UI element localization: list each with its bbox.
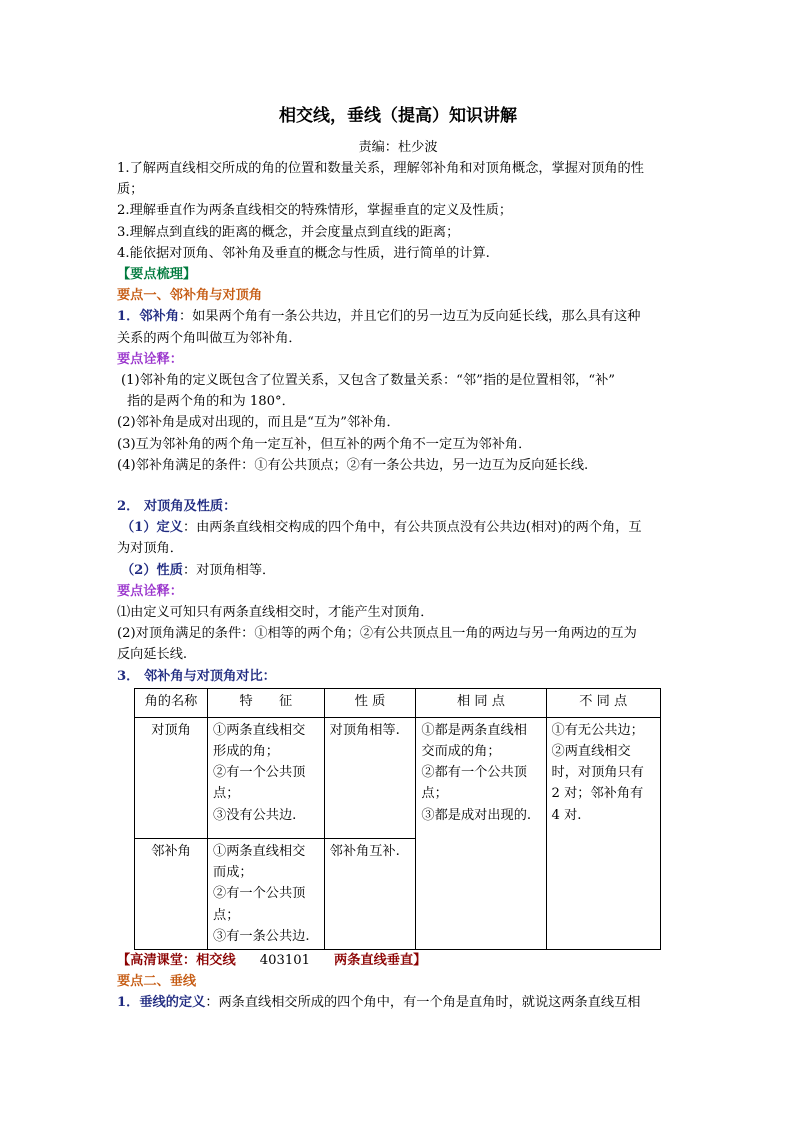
cell-line: ③都是成对出现的. (421, 807, 532, 823)
note-line: (1)邻补角的定义既包含了位置关系，又包含了数量关系：“邻”指的是位置相邻，“补” (121, 373, 616, 389)
angle-name-cell: 邻补角 (135, 838, 208, 949)
cell-line: ②都有一个公共顶 (421, 765, 527, 781)
hd-label: 【高清课堂：相交线 (117, 952, 236, 968)
hd-code: 403101 (259, 952, 311, 968)
cell-line: ②有一个公共顶 (213, 765, 306, 781)
cell-line: ①两条直线相交 (213, 722, 306, 738)
definition-text: ：如果两个角有一条公共边，并且它们的另一边互为反向延长线，那么具有这种 (178, 309, 641, 325)
goal-line: 4.能依据对顶角、邻补角及垂直的概念与性质，进行简单的计算. (117, 245, 490, 261)
note-line: 指的是两个角的和为 180°． (127, 394, 295, 410)
cell-line: 4 对. (551, 807, 582, 823)
similarities-cell (416, 717, 546, 949)
table-header-cell: 角的名称 (135, 688, 208, 717)
goal-line: 1.了解两直线相交所成的角的位置和数量关系，理解邻补角和对顶角概念，掌握对顶角的性 (117, 161, 644, 176)
definition-text-cont: 关系的两个角叫做互为邻补角． (117, 330, 302, 346)
cell-line: 点； (213, 907, 240, 923)
table-header-cell: 相 同 点 (416, 688, 546, 717)
cell-line: 而成； (213, 865, 253, 881)
notes-label: 要点诠释： (117, 583, 183, 599)
cell-line: 时，对顶角只有 (551, 765, 644, 781)
cell-line: ③没有公共边. (213, 807, 297, 823)
definition-text-cont: 为对顶角． (117, 541, 183, 557)
comparison-heading: 3． 邻补角与对顶角对比： (117, 668, 276, 684)
table-row (135, 717, 661, 838)
notes-label: 要点诠释： (117, 351, 183, 367)
property-cell: 邻补角互补. (324, 838, 416, 949)
table-header-cell: 不 同 点 (546, 688, 660, 717)
cell-line: ②有一个公共顶 (213, 886, 306, 902)
cell-line: ①有无公共边； (551, 722, 644, 738)
cell-line: ②两直线相交 (551, 744, 631, 760)
table-header-row (135, 688, 661, 717)
note-line: (3)互为邻补角的两个角一定互补，但互补的两个角不一定互为邻补角． (117, 436, 532, 452)
goal-line: 质； (117, 182, 144, 198)
comparison-table (134, 688, 661, 950)
hd-classroom-line (117, 950, 679, 971)
goal-line: 2.理解垂直作为两条直线相交的特殊情形，掌握垂直的定义及性质； (117, 203, 513, 219)
adjacent-angle-definition (117, 306, 679, 327)
learning-goals (117, 158, 679, 264)
goal-line: 3.理解点到直线的距离的概念，并会度量点到直线的距离； (117, 224, 460, 240)
spacer (117, 476, 679, 496)
cell-line: 交而成的角； (421, 744, 501, 760)
note-line: (4)邻补角满足的条件：①有公共顶点；②有一条公共边，另一边互为反向延长线. (117, 457, 589, 473)
vertical-angle-property (117, 560, 679, 581)
definition-text: ：两条直线相交所成的四个角中，有一个角是直角时，就说这两条直线互相 (205, 995, 641, 1011)
note-line: (2)邻补角是成对出现的，而且是“互为”邻补角． (117, 415, 400, 431)
features-cell (208, 838, 325, 949)
property-text: ：对顶角相等． (182, 562, 276, 578)
differences-cell (546, 717, 660, 949)
definition-label: 1．邻补角 (117, 309, 179, 325)
editor-line: 责编：杜少波 (358, 140, 438, 155)
definition-label: 1．垂线的定义 (117, 995, 206, 1011)
definition-label: （1）定义 (121, 520, 183, 536)
point2-heading: 要点二、垂线 (117, 974, 197, 990)
cell-line: 形成的角； (213, 744, 279, 760)
angle-name-cell: 对顶角 (135, 717, 208, 838)
table-header-cell: 性 质 (324, 688, 416, 717)
table-header-cell: 特 征 (208, 688, 325, 717)
cell-line: ①两条直线相交 (213, 843, 306, 859)
cell-line: ③有一条公共边. (213, 928, 310, 944)
document-page (117, 100, 679, 1014)
features-cell (208, 717, 325, 838)
note-line: (2)对顶角满足的条件：①相等的两个角；②有公共顶点且一角的两边与另一角两边的互为 (117, 626, 637, 642)
page-title: 相交线，垂线（提高）知识讲解 (279, 106, 517, 126)
cell-line: 2 对；邻补角有 (551, 786, 644, 802)
vertical-angle-definition (117, 517, 679, 538)
vertical-angle-heading: 2． 对顶角及性质： (117, 499, 237, 515)
note-line: 反向延长线. (117, 647, 188, 663)
hd-topic: 两条直线垂直】 (334, 952, 427, 968)
note-line: ⑴由定义可知只有两条直线相交时，才能产生对顶角． (117, 605, 434, 621)
perpendicular-definition (117, 992, 679, 1013)
point1-heading: 要点一、邻补角与对顶角 (117, 288, 263, 304)
property-cell: 对顶角相等. (324, 717, 416, 838)
definition-text: ：由两条直线相交构成的四个角中，有公共顶点没有公共边(相对)的两个角，互 (182, 520, 642, 536)
cell-line: ①都是两条直线相 (421, 722, 527, 738)
cell-line: 点； (421, 786, 448, 802)
cell-line: 点； (213, 786, 240, 802)
section-heading: 【要点梳理】 (117, 267, 197, 283)
property-label: （2）性质 (121, 562, 183, 578)
